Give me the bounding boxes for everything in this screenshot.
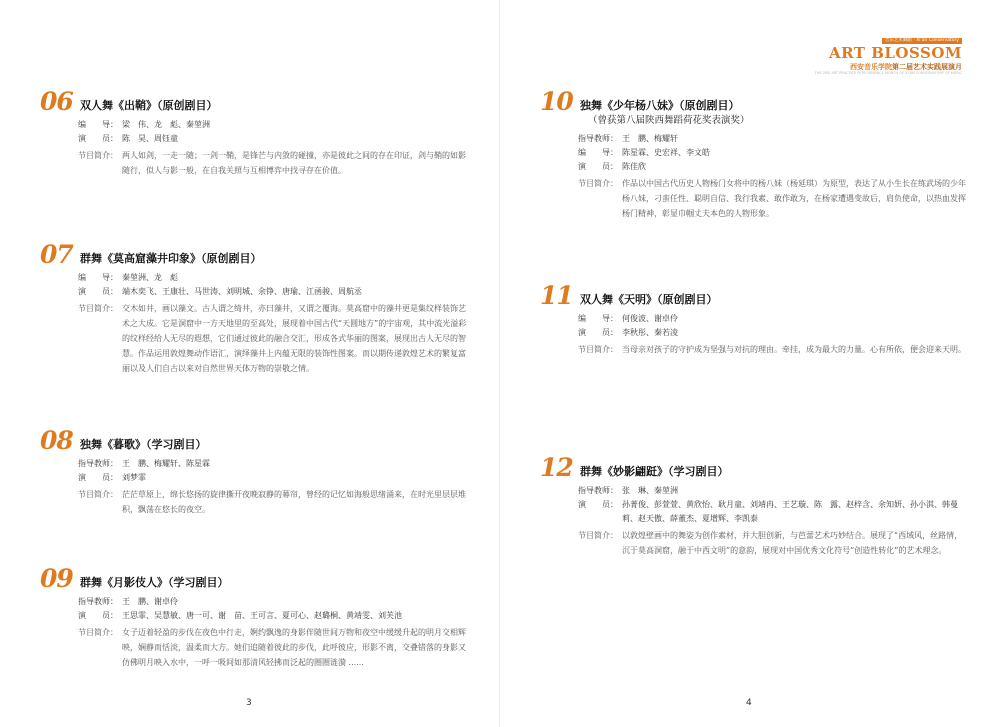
credit-value: 王思霏、吴慧敏、唐一可、谢 苗、王可言、夏可心、赵璐桐、黄靖雯、刘芙池 [122,611,402,620]
credit-label: 演 员： [578,162,618,171]
intro-text: 作品以中国古代历史人物杨门女将中的杨八妹（杨延琪）为原型，表达了从小生长在练武场的少年杨八妹，刁蛮任性、聪明自信、我行我素、敢作敢为，在杨家遭遇变故后，肩负使命，以热血发挥杨门精神，彰显巾帼丈夫本色的人物形象。 [622,179,966,218]
credit-row [78,595,470,609]
credit-label: 演 员： [78,611,118,620]
program-intro [78,148,470,178]
credit-label: 指导教师： [78,597,118,606]
credit-value: 王 鹏、谢卓伶 [122,597,178,606]
program-intro [78,487,470,517]
program-title: 群舞《妙影翩跹》（学习剧目） [580,465,729,478]
program-intro [578,176,970,221]
credit-value: 孙菁俊、彭萱萱、黄欣怡、耿月童、刘靖冉、王艺璇、陈 露、赵梓含、余知妍、孙小淇、韩曼莉、赵天傲、薛董杰、夏增辉、李凯泰 [622,500,958,523]
program-12 [540,453,970,558]
credit-label: 编 导： [578,314,618,323]
program-title: 双人舞《天明》（原创剧目） [580,293,718,306]
intro-label: 节目简介： [578,531,618,540]
program-intro [578,342,970,357]
program-title: 独舞《暮歌》（学习剧目） [80,438,207,451]
credit-value: 陈 昊、周钰童 [122,134,178,143]
credit-value: 王 鹏、梅耀轩、陈星霖 [122,459,210,468]
intro-label: 节目简介： [578,179,618,188]
intro-label: 节目简介： [78,304,118,313]
credit-label: 指导教师： [578,134,618,143]
credit-value: 何俊波、谢卓伶 [622,314,678,323]
program-number: 10 [540,87,573,116]
program-number: 07 [40,240,73,269]
credit-label: 编 导： [78,273,118,282]
credit-label: 演 员： [578,500,618,509]
credit-value: 王 鹏、梅耀轩 [622,134,678,143]
credit-label: 编 导： [578,148,618,157]
program-award: （曾获第八届陕西舞蹈荷花奖表演奖） [588,115,750,126]
credit-value: 张 琳、秦堃洲 [622,486,678,495]
program-07 [40,240,470,376]
page-number-right: 4 [746,698,752,708]
program-title: 双人舞《出鞘》（原创剧目） [80,99,218,112]
logo-event: 第二届艺术实践展演月 [892,63,962,71]
program-intro [78,301,470,376]
program-10 [540,87,970,221]
credit-row [578,146,970,160]
intro-text: 当母亲对孩子的守护成为坚强与对抗的理由。牵挂，成为最大的力量。心有所依，便会迎来天明。 [622,345,966,354]
program-09 [40,564,470,670]
credit-value: 梁 伟、龙 彪、秦堃洲 [122,120,210,129]
program-intro [78,625,470,670]
intro-label: 节目简介： [78,490,118,499]
credit-label: 演 员： [78,134,118,143]
logo-english: THE 2ND ART PRACTICE PERFORMANCE MONTH OF XI'AN CONSERVATORY OF MUSIC [814,71,962,75]
credit-row [78,471,470,485]
credit-row [78,285,470,299]
credit-value: 陈佳欣 [622,162,646,171]
program-intro [578,528,970,558]
logo-tag: 音乐艺术舞蹈 · Xi'an Conservatory [882,38,962,44]
credit-label: 演 员： [578,328,618,337]
program-number: 06 [40,87,73,116]
credit-label: 演 员： [78,473,118,482]
page-number-left: 3 [246,698,252,708]
credit-row [578,484,970,498]
credit-row [78,271,470,285]
credit-row [578,326,970,340]
program-title: 群舞《莫高窟藻井印象》（原创剧目） [80,252,262,265]
credit-row [578,498,970,526]
credit-row [578,132,970,146]
credit-row [578,160,970,174]
program-title: 群舞《月影伎人》（学习剧目） [80,576,229,589]
credit-value: 端木奕飞、王康壮、马世涛、刘明城、余铮、唐瑜、江函骏、周航丞 [122,287,362,296]
credit-row [578,312,970,326]
credit-value: 刘梦霏 [122,473,146,482]
intro-text: 女子迈着轻盈的步伐在夜色中行走，婀约飘逸的身影伴随世间万物和夜空中缓缓升起的明月交相辉映，娴静而恬淡，温柔而大方。她们追随着彼此的步伐，此呼彼应，形影不离，交叠错落的身影又仿佛明月映入水中，一呼一吸间如那清风轻拂而泛起的圈圈涟漪 ...... [122,628,466,667]
program-number: 09 [40,564,73,593]
program-number: 11 [540,281,573,310]
program-08 [40,426,470,517]
credit-label: 编 导： [78,120,118,129]
credit-label: 演 员： [78,287,118,296]
credit-value: 李秋彤、秦若凌 [622,328,678,337]
program-title: 独舞《少年杨八妹》（原创剧目） [580,99,740,112]
program-number: 12 [540,453,573,482]
program-number: 08 [40,426,73,455]
credit-value: 陈星霖、史宏祥、李文皓 [622,148,710,157]
intro-text: 以敦煌壁画中的舞姿为创作素材，并大胆创新，与芭蕾艺术巧妙结合。展现了“西域风，丝路情，沉于莫高洞窟，融于中西文明”的意韵，展现对中国优秀文化符号“创造性转化”的艺术理念。 [622,531,963,555]
art-blossom-logo [814,38,962,78]
credit-row [78,609,470,623]
credit-row [78,118,470,132]
intro-label: 节目简介： [78,151,118,160]
intro-text: 交木如井，画以藻文。古人谓之绮井，亦曰藻井，又谓之覆海。莫高窟中的藻井更是集纹样装饰艺术之大成。它是洞窟中一方天地里的至高处，展现着中国古代“天圆地方”的宇宙观，其中流光溢彩的纹样经给人无尽的遐想，它们通过彼此的融合交汇，形成各式华丽的图案，展现出古人无尽的智慧。作品运用敦煌舞动作语汇，演绎藻井上内蕴无限的装饰性图案。而以期传递敦煌艺术的繁复富丽以及人们自古以来对自然世界天体万物的崇敬之情。 [122,304,467,373]
logo-title: ART BLOSSOM [828,44,962,62]
program-11 [540,281,970,357]
credit-value: 秦堃洲、龙 彪 [122,273,178,282]
intro-label: 节目简介： [78,628,118,637]
logo-school: 西安音乐学院 [850,63,892,71]
intro-text: 两人如剑，一走一随；一剑一鞘，是锋芒与内敛的碰撞，亦是彼此之间的存在印证，剑与鞘的如影随行，似人与影一般，在自我关照与互相博弈中找寻存在价值。 [122,151,466,175]
intro-label: 节目简介： [578,345,618,354]
credit-row [78,457,470,471]
credit-label: 指导教师： [578,486,618,495]
credit-label: 指导教师： [78,459,118,468]
credit-row [78,132,470,146]
intro-text: 茫茫草原上，绵长悠扬的旋律撕开夜晚寂静的幕帘，曾经的记忆如海般思绪涌来，在时光里层层堆积，飘荡在悠长的夜空。 [122,490,466,514]
program-06 [40,87,470,178]
